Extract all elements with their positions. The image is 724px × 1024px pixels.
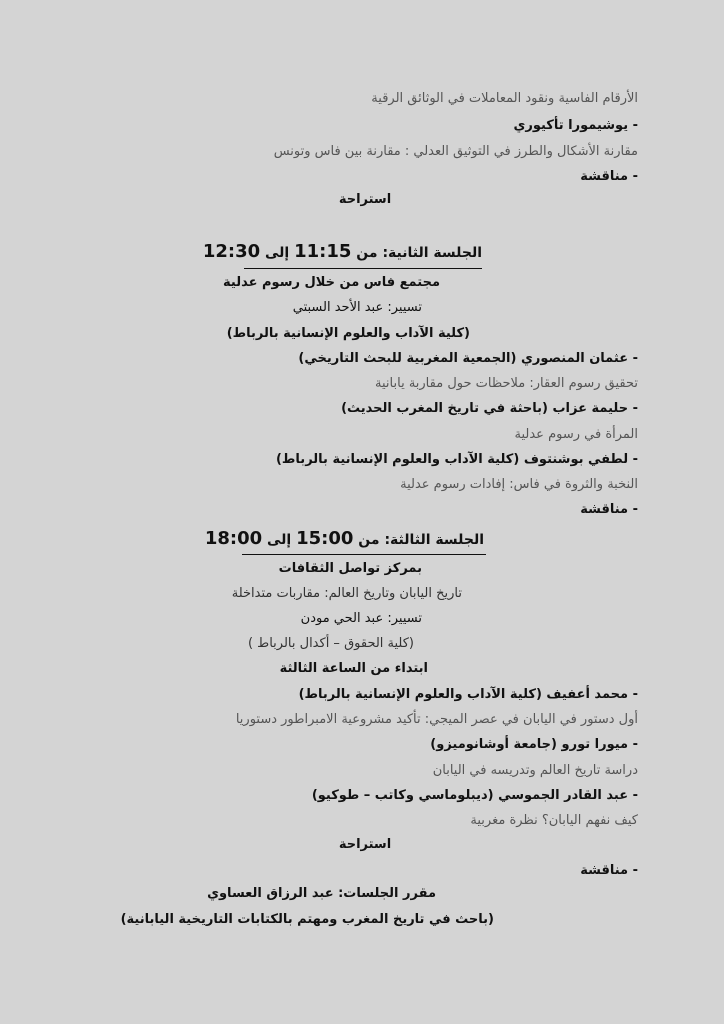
topic-line: مقارنة الأشكال والطرز في التوثيق العدلي : مقارنة بين فاس وتونس <box>273 144 638 159</box>
speaker-line: - لطفي بوشنتوف (كلية الآداب والعلوم الإنسانية بالرباط) <box>275 452 638 467</box>
speaker-line: - ميورا تورو (جامعة أوشانوميزو) <box>430 737 638 752</box>
rapporteur-affiliation: (باحث في تاريخ المغرب ومهتم بالكتابات التاريخية اليابانية) <box>120 912 494 927</box>
session2-to: 12:30 <box>202 241 261 262</box>
session3-from: 15:00 <box>296 528 354 549</box>
session3-chair: تسيير: عبد الحي مودن <box>300 611 422 626</box>
session2-chair-aff: (كلية الآداب والعلوم الإنسانية بالرباط) <box>226 326 470 341</box>
session3-start: ابتداء من الساعة الثالثة <box>279 661 428 676</box>
session2-chair: تسيير: عبد الأحد السبتي <box>292 300 422 315</box>
session3-chair-aff: (كلية الحقوق – أكدال بالرباط ) <box>247 636 414 651</box>
topic-line: كيف نفهم اليابان؟ نظرة مغربية <box>470 813 638 828</box>
break-label: استراحة <box>338 837 392 852</box>
session2-heading <box>203 243 482 261</box>
speaker-line: - يوشيمورا تأكيوري <box>513 118 638 133</box>
session3-venue: بمركز تواصل الثقافات <box>278 561 422 576</box>
session2-label: الجلسة الثانية: من <box>356 245 482 261</box>
session2-to-word: إلى <box>265 245 290 261</box>
topic-line: المرأة في رسوم عدلية <box>514 427 638 442</box>
speaker-line: - محمد أعفيف (كلية الآداب والعلوم الإنسانية بالرباط) <box>298 687 638 702</box>
session3-heading <box>205 530 484 548</box>
topic-line: الأرقام الفاسية ونقود المعاملات في الوثائق الرقية <box>371 91 638 106</box>
topic-line: تحقيق رسوم العقار: ملاحظات حول مقاربة يابانية <box>375 376 638 391</box>
topic-line: أول دستور في اليابان في عصر الميجي: تأكيد مشروعية الامبراطور دستوريا <box>235 712 638 727</box>
session3-to-word: إلى <box>267 532 292 548</box>
session2-title: مجتمع فاس من خلال رسوم عدلية <box>223 275 440 290</box>
topic-line: النخبة والثروة في فاس: إفادات رسوم عدلية <box>400 477 638 492</box>
topic-line: دراسة تاريخ العالم وتدريسه في اليابان <box>432 763 638 778</box>
session3-underline <box>242 554 486 555</box>
break-label: استراحة <box>338 192 392 207</box>
rapporteur: مقرر الجلسات: عبد الرزاق العساوي <box>207 886 436 901</box>
discussion-line: - مناقشة <box>580 169 638 184</box>
session2-underline <box>244 268 482 269</box>
session3-title: تاريخ اليابان وتاريخ العالم: مقاربات متداخلة <box>231 586 462 601</box>
session3-label: الجلسة الثالثة: من <box>358 532 484 548</box>
speaker-line: - عبد القادر الجموسي (ديبلوماسي وكاتب – طوكيو) <box>311 788 638 803</box>
speaker-line: - عثمان المنصوري (الجمعية المغربية للبحث التاريخي) <box>298 351 638 366</box>
session2-from: 11:15 <box>294 241 352 262</box>
discussion-line: - مناقشة <box>580 502 638 517</box>
session3-to: 18:00 <box>204 528 263 549</box>
discussion-line: - مناقشة <box>580 863 638 878</box>
speaker-line: - حليمة عزاب (باحثة في تاريخ المغرب الحديث) <box>341 401 638 416</box>
